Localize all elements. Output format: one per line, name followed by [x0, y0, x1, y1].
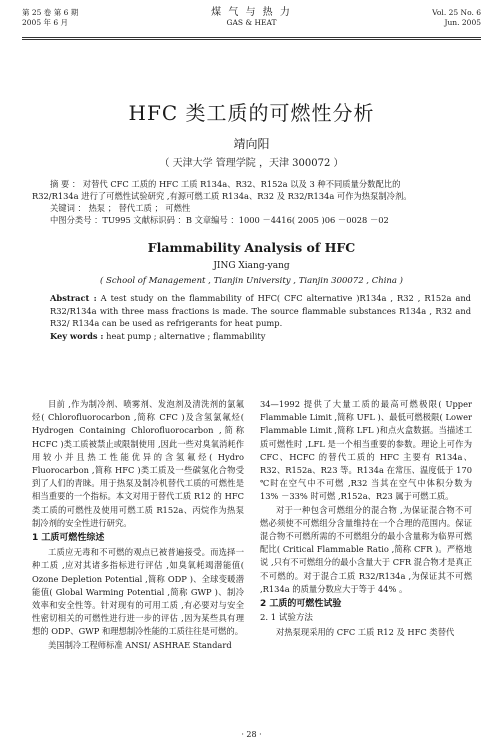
english-abstract [32, 292, 471, 342]
keywords-cn: 关键词 ： 热泵 ； 替代工质 ； 可燃性 [50, 203, 191, 213]
keywords-text-en: heat pump ; alternative ; flammability [106, 330, 266, 341]
header-rule-second [22, 39, 481, 40]
paper-title: HFC 类工质的可燃性分析 [128, 101, 375, 125]
test-method-paragraph: 对热泵现采用的 CFC 工质 R12 及 HFC 类替代 [276, 627, 455, 638]
section1-paragraph-continued: 美国制冷工程师标准 ANSI/ ASHRAE Standard [48, 639, 232, 650]
journal-name-en: GAS & HEAT [226, 18, 277, 27]
english-author: JING Xiang-yang [213, 261, 290, 271]
english-affiliation: ( School of Management , Tianjin University , Tianjin 300072 , China ) [100, 276, 403, 286]
journal-name-cn: 煤 气 与 热 力 [211, 7, 292, 18]
subsection-heading-2-1: 2. 1 试验方法 [260, 613, 313, 624]
keywords-label-en: Key words : [50, 330, 104, 341]
english-title: Flammability Analysis of HFC [147, 240, 356, 255]
body-column-left [32, 398, 244, 652]
volume-issue-en: Vol. 25 No. 6 [432, 8, 481, 17]
issue-date-en: Jun. 2005 [444, 18, 481, 27]
page-number: · 28 · [241, 730, 262, 739]
paper-author: 靖向阳 [233, 137, 270, 151]
running-header [22, 8, 481, 38]
abstract-label: Abstract : [50, 293, 97, 303]
flammability-limits-paragraph: 34—1992 提供了大量工质的最高可燃极限( Upper Flammable Limit ,简称 UFL )、最低可燃极限( Lower Flammable Limit ,简称 LFL )和点火盒数据。当描述工质可燃性时 ,LFL 是一个相当重要的参数。理论上可作为 CFC、HCFC 的替代工质的 HFC 主要有 R134a、R32、R152a、R23 等。R134a 在常压、温度低于 170 ℃时在空气中不可燃 ,R32 当其在空气中体积分数为 13% －33% 时可燃 ,R152a、R23 属于可燃工质。 [260, 399, 472, 502]
issue-date: 2005 年 6 月 [22, 18, 69, 27]
author-affiliation: （ 天津大学 管理学院 ，天津 300072 ） [159, 158, 344, 169]
body-column-right [260, 398, 472, 640]
volume-issue: 第 25 卷 第 6 期 [22, 8, 79, 17]
header-right [432, 8, 481, 28]
classification-codes: 中图分类号 ：TU995 文献标识码 ：B 文章编号 ：1000 －4416( 2005 )06 －0028 －02 [50, 215, 389, 225]
section-heading-1: 1 工质可燃性综述 [32, 533, 105, 544]
header-rule [22, 37, 481, 38]
abstract-cn-line1: 摘 要 ： 对替代 CFC 工质的 HFC 工质 R134a、R32、R152a 以及 3 种不同质量分数配比的 [50, 179, 401, 189]
header-center [22, 8, 481, 28]
cfr-paragraph: 对于一种包含可燃组分的混合物 ,为保证混合物不可燃必须使不可燃组分含量维持在一个合理的范围内。保证混合物不可燃所需的不可燃组分的最小含量称为临界可燃配比( Critical Flammable Ratio ,简称 CFR )。严格地说 ,只有不可燃组分的最小含量大于 CFR 混合物才是真正不可燃的。对于混合工质 R32/R134a ,为保证其不可燃 ,R134a 的质量分数应大于等于 44% 。 [260, 504, 472, 594]
section-heading-2: 2 工质的可燃性试验 [260, 599, 342, 610]
abstract-cn-line2: R32/R134a 进行了可燃性试验研究 ,有源可燃工质 R134a、R32 及 R32/R134a 可作为热泵制冷剂。 [32, 191, 412, 201]
intro-paragraph: 目前 ,作为制冷剂、喷雾剂、发泡剂及清洗剂的氯氟烃( Chlorofluorocarbon ,简称 CFC )及含氢氯氟烃( Hydrogen Containing Chlorofluorocarbon ,简称 HCFC )类工质被禁止或限制使用 ,因此一些对臭氧消耗作用较小并且热工性能优异的含氢氟烃( Hydro Fluorocarbon ,简称 HFC )类工质及一些碳氢化合物受到了人们的青睐。用于热泵及制冷机替代工质的可燃性是相当重要的一个指标。本文对用于替代工质 R12 的 HFC 类工质的可燃性及使用可燃工质 R152a、丙烷作为热泵制冷剂的安全性进行研究。 [32, 399, 244, 528]
abstract-cn [32, 178, 471, 226]
abstract-text-en: A test study on the flammability of HFC( CFC alternative )R134a , R32 , R152a and R32/R134a with three mass fractions is made. The source flammable substances R134a , R32 and R32/ R134a can be used as refrigerants for heat pump. [50, 293, 471, 329]
section1-paragraph: 工质应无毒和不可燃的观点已被普遍接受。而选择一种工质 ,应对其诸多指标进行评估 ,如臭氧耗竭潜能值( Ozone Depletion Potential ,简称 ODP )、全球变暖潜能值( Global Warming Potential ,简称 GWP )、制冷效率和安全性等。针对现有的可用工质 ,有必要对与安全性密切相关的可燃性进行进一步的评估 ,因为某些具有理想的 ODP、GWP 和理想制冷性能的工质往往是可燃的。 [32, 547, 244, 637]
